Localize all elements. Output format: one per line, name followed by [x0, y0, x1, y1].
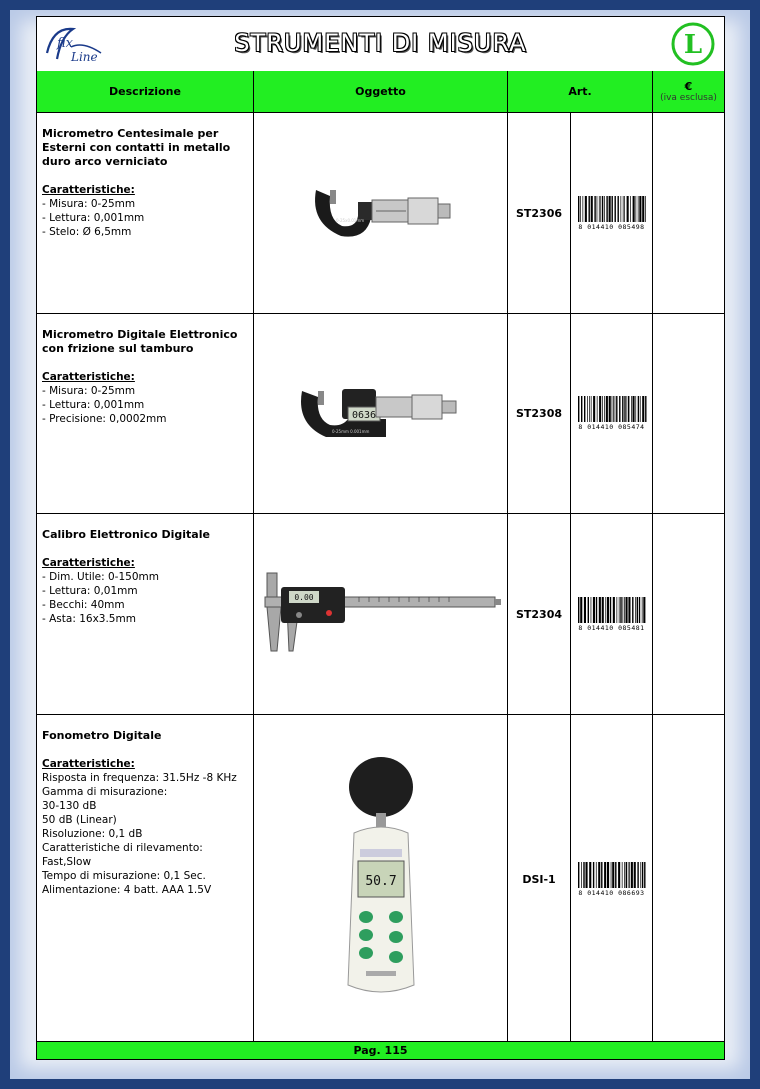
price-cell: [653, 113, 724, 313]
product-code: ST2306: [508, 113, 571, 313]
svg-text:0-25mm 0.001mm: 0-25mm 0.001mm: [331, 428, 369, 434]
product-description: [37, 314, 254, 513]
features-heading: Caratteristiche:: [42, 557, 135, 569]
col-price: € (iva esclusa): [660, 80, 717, 103]
price-cell: [653, 314, 724, 513]
features-list: - Misura: 0-25mm - Lettura: 0,001mm - Stelo: Ø 6,5mm: [42, 198, 145, 238]
barcode: [576, 597, 648, 632]
barcode-cell: [571, 314, 653, 513]
col-descrizione: Descrizione: [37, 71, 254, 112]
table-header: [37, 71, 724, 113]
product-image-cell: [254, 514, 508, 714]
barcode: [576, 396, 648, 431]
product-title: Fonometro Digitale: [42, 729, 162, 742]
svg-text:0.00: 0.00: [293, 593, 314, 602]
table-row: [37, 314, 724, 514]
page-title: STRUMENTI DI MISURA: [234, 29, 527, 57]
col-art: Art.: [508, 71, 653, 112]
features-heading: Caratteristiche:: [42, 371, 135, 383]
barcode: [576, 196, 648, 231]
product-code: DSI-1: [508, 715, 571, 1044]
features-list: - Misura: 0-25mm - Lettura: 0,001mm - Precisione: 0,0002mm: [42, 385, 167, 425]
barcode-number: 8 014410 085498: [578, 222, 645, 231]
barcode-bars: [576, 196, 648, 222]
barcode-cell: [571, 514, 653, 714]
analog-micrometer-icon: [306, 178, 456, 248]
product-image-cell: [254, 113, 508, 313]
barcode-number: 8 014410 085474: [578, 423, 645, 431]
product-description: [37, 113, 254, 313]
col-oggetto: Oggetto: [254, 71, 508, 112]
table-row: [37, 514, 724, 715]
table-row: [37, 715, 724, 1044]
product-description: [37, 715, 254, 1044]
product-title: Micrometro Centesimale per Esterni con contatti in metallo duro arco verniciato: [42, 127, 231, 168]
svg-text:50.7: 50.7: [364, 873, 397, 889]
product-title: Micrometro Digitale Elettronico con frizione sul tamburo: [42, 328, 238, 355]
svg-text:L: L: [683, 30, 703, 60]
l-brand-logo: [670, 21, 716, 67]
features-heading: Caratteristiche:: [42, 184, 135, 196]
barcode-bars: [576, 396, 648, 422]
barcode-number: 8 014410 086693: [578, 889, 645, 897]
product-description: [37, 514, 254, 714]
barcode-number: 8 014410 085481: [578, 623, 645, 632]
features-list: - Dim. Utile: 0-150mm - Lettura: 0,01mm - Becchi: 40mm - Asta: 16x3.5mm: [42, 571, 159, 625]
svg-text:Line: Line: [71, 50, 98, 64]
barcode-bars: [576, 597, 648, 623]
product-title: Calibro Elettronico Digitale: [42, 528, 210, 541]
barcode: [576, 862, 648, 897]
table-row: [37, 113, 724, 314]
catalog-page: [36, 16, 725, 1060]
barcode-cell: [571, 113, 653, 313]
barcode-cell: [571, 715, 653, 1044]
product-code: ST2304: [508, 514, 571, 714]
product-image-cell: [254, 715, 508, 1044]
price-cell: [653, 715, 724, 1044]
features-heading: Caratteristiche:: [42, 758, 135, 770]
svg-text:0636: 0636: [351, 409, 376, 421]
svg-text:0-25x0.01mm: 0-25x0.01mm: [335, 218, 364, 223]
digital-micrometer-icon: [296, 379, 466, 449]
sound-level-meter-icon: [336, 755, 426, 1005]
barcode-bars: [576, 862, 648, 888]
page-footer: Pag. 115: [37, 1041, 724, 1059]
product-code: ST2308: [508, 314, 571, 513]
digital-caliper-icon: [259, 569, 503, 659]
svg-text:fix: fix: [57, 36, 74, 51]
price-cell: [653, 514, 724, 714]
title-bar: [37, 17, 724, 72]
features-list: Risposta in frequenza: 31.5Hz -8 KHz Gamma di misurazione: 30-130 dB 50 dB (Linear) Risoluzione: 0,1 dB Caratteristiche di rilevamento: Fast,Slow Tempo di misurazione: 0,1 Sec. Alimentazione: 4 batt. AAA 1.5V: [42, 772, 237, 896]
product-image-cell: [254, 314, 508, 513]
